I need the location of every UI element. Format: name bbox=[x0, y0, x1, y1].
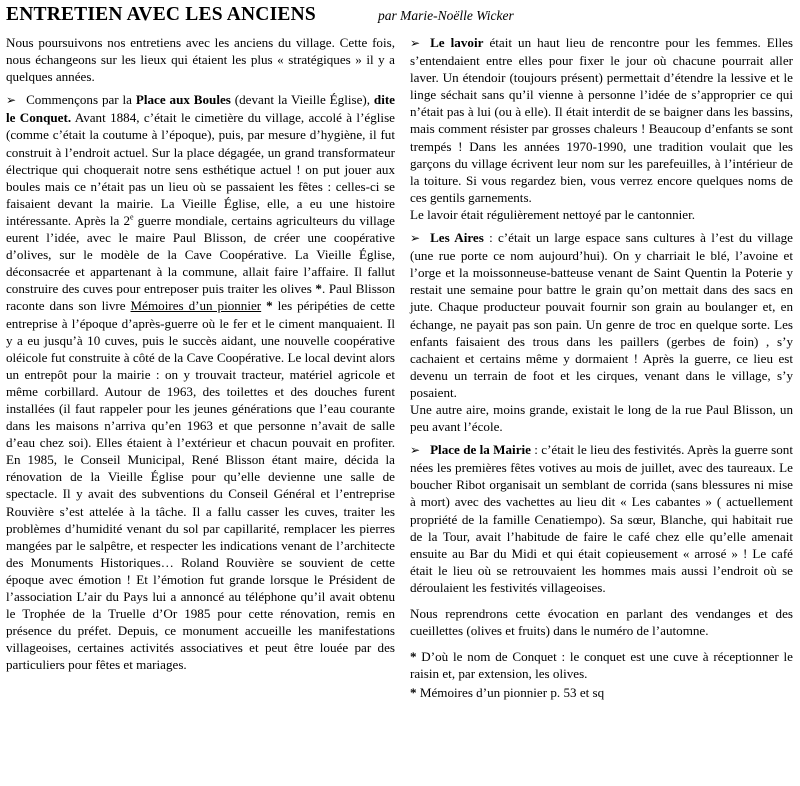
section-text: les péripéties de cette entreprise à l’époque d’après-guerre où le fer et le ciment manquaient. Il y a eu jusqu’à 10 cuves, puis le succès aidant, une nouvelle coopérative oléicole fut construite à côté de la Cave Coopérative. Le local devint alors un entrepôt pour la mairie : on y trouvait tracteur, matériel agricole et même corbillard. Autour de 1963, des toilettes et des douches furent installées (il faut rappeler pour les jeunes générations que l’eau courante dans les maisons n’arriva qu’en 1963 et que personne n’avait de salle d’eau chez soi). Elles étaient à l’extérieur et chacun pouvait en profiter. En 1985, le Conseil Municipal, René Blisson étant maire, décida la rénovation de la Vieille Église pour qu’elle devienne une salle de spectacle. Il y avait des subventions du Conseil Général et l’entreprise Rouvière s’est attelée à la tâche. Il a fallu casser les cuves, traiter les problèmes d’humidité venant du sol par capillarité, remplacer les pierres mangées par le salpêtre, et respecter les indications venant de l’architecte des Monuments Historiques… Roland Rouvière se souvient de cette époque avec émotion ! Et l’émotion fut grande lorsque le Président de l’association L’air du Pays lui a annoncé au téléphone qu’il avait obtenu le Trophée de la Truelle d’Or 1985 pour cette rénovation, remis en présence du préfet. Depuis, ce monument accueille les manifestations villageoises, certaines activités associatives et peut être louée par des particuliers pour fêtes et mariages. bbox=[6, 298, 395, 673]
footnote-marker: * bbox=[315, 281, 322, 297]
section-place-aux-boules bbox=[6, 91, 395, 673]
section-text: : c’était un large espace sans cultures à l’est du village (une rue porte ce nom aujourd’hui). On y charriait le blé, l’avoine et l’orge et la moissonneuse-batteuse venant de Saint Quentin la Poterie y restait une semaine pour battre le grain qu’on mettait dans des sacs en jute. Chaque producteur pouvait fournir son grain au boulanger et, en échange, ne payait pas son pain. Un genre de troc en quelque sorte. Les enfants faisaient des trous dans les paillers (gerbes de foin) , s’y cachaient et certains même y dormaient ! Après la guerre, ce lieu est devenu un terrain de foot et les cirques, venant dans le village, s’y posaient. bbox=[410, 230, 793, 400]
intro-text: Nous poursuivons nos entretiens avec les anciens du village. Cette fois, nous échangeons sur les lieux qui étaient les plus « stratégiques » il y a quelques années. bbox=[6, 35, 395, 85]
section-lavoir bbox=[410, 34, 793, 206]
arrow-bullet-icon: ➢ bbox=[410, 36, 421, 50]
section-text: était un haut lieu de rencontre pour les femmes. Elles s’entendaient entre elles pour fixer le jour où chacune pourrait aller laver. Un étendoir (toujours présent) permettait d’étendre la lessive et le linge séchait sans qu’il vienne à personne l’idée de s’approprier ce qui n’était pas à lui (ou à elle). Il était interdit de se baigner dans les bassins, mais comment résister par grosses chaleurs ! Beaucoup d’enfants se sont trempés ! Dans les années 1970-1990, une tradition voulait que les garçons du village écrivent leur nom sur les parefeuilles, à l’intérieur de la toiture. Si vous regardez bien, vous verrez encore quelques noms de ces gentils garnements. bbox=[410, 35, 793, 205]
article-author: par Marie-Noëlle Wicker bbox=[378, 8, 514, 23]
arrow-bullet-icon: ➢ bbox=[6, 93, 17, 108]
outro-paragraph: Nous reprendrons cette évocation en parlant des vendanges et des cueillettes (olives et fruits) dans le numéro de l’automne. bbox=[410, 606, 793, 639]
footnote-marker: * bbox=[261, 298, 273, 314]
section-title-aires: Les Aires bbox=[430, 230, 484, 246]
footnote-marker: * bbox=[410, 685, 417, 701]
footnote-text: D’où le nom de Conquet : le conquet est une cuve à réceptionner le raisin et, par extension, les olives. bbox=[410, 649, 793, 682]
right-column bbox=[410, 34, 793, 701]
section-text: . Paul Blisson raconte dans son livre bbox=[6, 281, 395, 314]
footnote-text: Mémoires d’un pionnier p. 53 et sq bbox=[416, 685, 605, 701]
intro-paragraph bbox=[6, 34, 395, 85]
footnote-1 bbox=[410, 648, 793, 682]
section-text: (devant la Vieille Église), bbox=[230, 92, 374, 108]
section-text: Commençons par la bbox=[26, 92, 136, 108]
ordinal-superscript: e bbox=[130, 212, 134, 222]
section-text: Avant 1884, c’était le cimetière du village, accolé à l’église (comme c’était la coutume à l’époque), puis, par mesure d’hygiène, il fut construit à l’endroit actuel. Sur la place dégagée, un grand transformateur électrique qui choquerait notre sens esthétique actuel ! on put jouer aux boules mais ce n’était pas un lieu où se passaient les fêtes : celles-ci se faisaient devant la mairie. La Vieille Église, elle, a eu une histoire intéressante. Après la 2 bbox=[6, 110, 395, 228]
section-place-mairie bbox=[410, 441, 793, 596]
footnote-2 bbox=[410, 684, 793, 701]
footnote-marker: * bbox=[410, 649, 417, 665]
section-text: guerre mondiale, certains agriculteurs du village eurent l’idée, avec le maire Paul Blisson, de créer une coopérative d’olives, sur le modèle de la Cave Coopérative. La Vieille Église, déconsacrée et appartenant à la commune, allait faire l’affaire. Il fallut construire des cuves pour entreposer puis traiter les olives bbox=[6, 212, 395, 297]
article-header bbox=[6, 4, 796, 30]
section-text: : c’était le lieu des festivités. Après la guerre sont nées les premières fêtes votives au mois de juillet, avec des taureaux. Le boucher Ribot organisait un semblant de corrida (sans blessures ni mise à mort) avec des vachettes au lieu dit « Les cabantes » ( actuellement propriété de la famille Cenatiempo). Sa sœur, Blanche, qui habitait rue de la Tour, avait l’habitude de faire le café chez elle qu’elle amenait ensuite au Bar du Midi et qui était copieusement « arrosé » ! Le café était le lieu où se retrouvaient les hommes mais aussi l’endroit où se déroulaient les festivités villageoises. bbox=[410, 442, 793, 595]
section-title-place-mairie: Place de la Mairie bbox=[430, 442, 531, 458]
arrow-bullet-icon: ➢ bbox=[410, 443, 421, 458]
section-title-lavoir: Le lavoir bbox=[430, 35, 484, 50]
section-title-place-aux-boules: Place aux Boules bbox=[135, 92, 231, 108]
left-column bbox=[6, 34, 395, 673]
section-lavoir-last: Le lavoir était régulièrement nettoyé par le cantonnier. bbox=[410, 206, 696, 222]
section-aires bbox=[410, 229, 793, 401]
book-title: Mémoires d’un pionnier bbox=[130, 298, 262, 314]
article-title: ENTRETIEN AVEC LES ANCIENS bbox=[6, 4, 316, 25]
section-aires-last: Une autre aire, moins grande, existait le long de la rue Paul Blisson, un peu avant l’école. bbox=[410, 401, 793, 435]
arrow-bullet-icon: ➢ bbox=[410, 231, 421, 246]
section-subtitle-conquet: dite le Conquet. bbox=[6, 92, 395, 126]
